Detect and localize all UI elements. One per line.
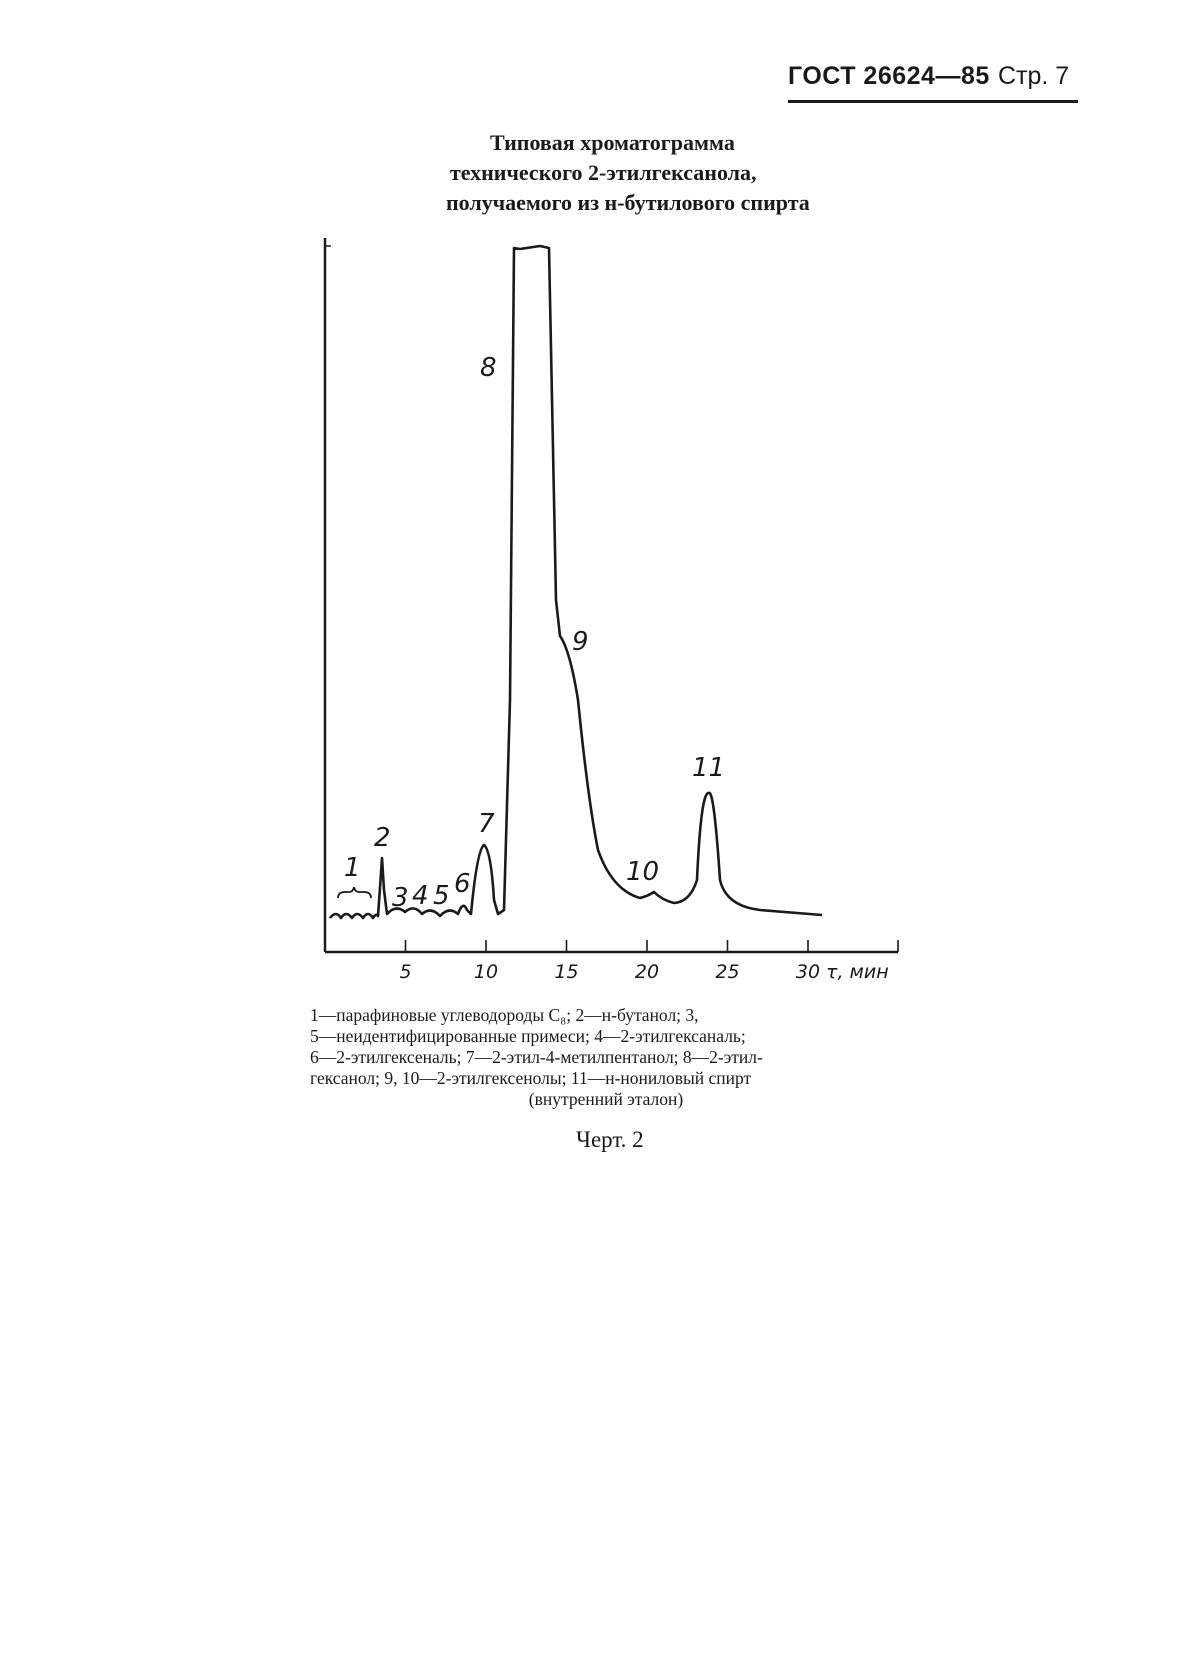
title-line-2: технического 2-этилгексанола, <box>450 160 757 185</box>
chromatogram-trace <box>330 246 822 918</box>
peak-labels <box>344 353 725 913</box>
peak-label-10: 10 <box>626 857 660 887</box>
caption-line-4: гексанол; 9, 10—2-этилгексенолы; 11—н-нониловый спирт <box>310 1068 752 1088</box>
peak-label-7: 7 <box>478 809 495 839</box>
peak-label-5: 5 <box>433 881 450 911</box>
x-tick-label-25: 25 <box>715 961 740 983</box>
peak-label-3: 3 <box>392 883 409 913</box>
caption-line-1: 1—парафиновые углеводороды C₈; 2—н-бутанол; 3, <box>310 1005 699 1025</box>
peak-label-9: 9 <box>572 627 589 657</box>
x-ticks <box>399 940 898 983</box>
page-number: Стр. 7 <box>998 62 1070 90</box>
x-tick-label-30: 30 <box>795 961 821 983</box>
x-tick-label-15: 15 <box>554 961 579 983</box>
peak-1-brace <box>338 887 371 898</box>
title-line-1: Типовая хроматограмма <box>490 130 735 155</box>
standard-number: ГОСТ 26624—85 <box>788 62 990 90</box>
caption-line-3: 6—2-этилгексеналь; 7—2-этил-4-метилпентанол; 8—2-этил- <box>310 1047 763 1067</box>
peak-label-11: 11 <box>692 753 726 783</box>
peak-label-4: 4 <box>412 881 429 911</box>
peak-label-1: 1 <box>344 853 361 883</box>
title-line-3: получаемого из н-бутилового спирта <box>446 190 810 215</box>
figure-caption <box>310 1005 902 1110</box>
peak-label-6: 6 <box>454 869 471 899</box>
peak-label-8: 8 <box>480 353 497 383</box>
caption-line-2: 5—неидентифицированные примеси; 4—2-этилгексаналь; <box>310 1026 746 1046</box>
x-tick-label-10: 10 <box>473 961 499 983</box>
x-tick-label-5: 5 <box>399 961 412 983</box>
x-tick-label-20: 20 <box>634 961 660 983</box>
peak-label-2: 2 <box>374 823 391 853</box>
x-axis-label: τ, мин <box>826 961 889 983</box>
caption-line-5: (внутренний эталон) <box>528 1089 684 1109</box>
figure-label: Черт. 2 <box>576 1127 644 1152</box>
